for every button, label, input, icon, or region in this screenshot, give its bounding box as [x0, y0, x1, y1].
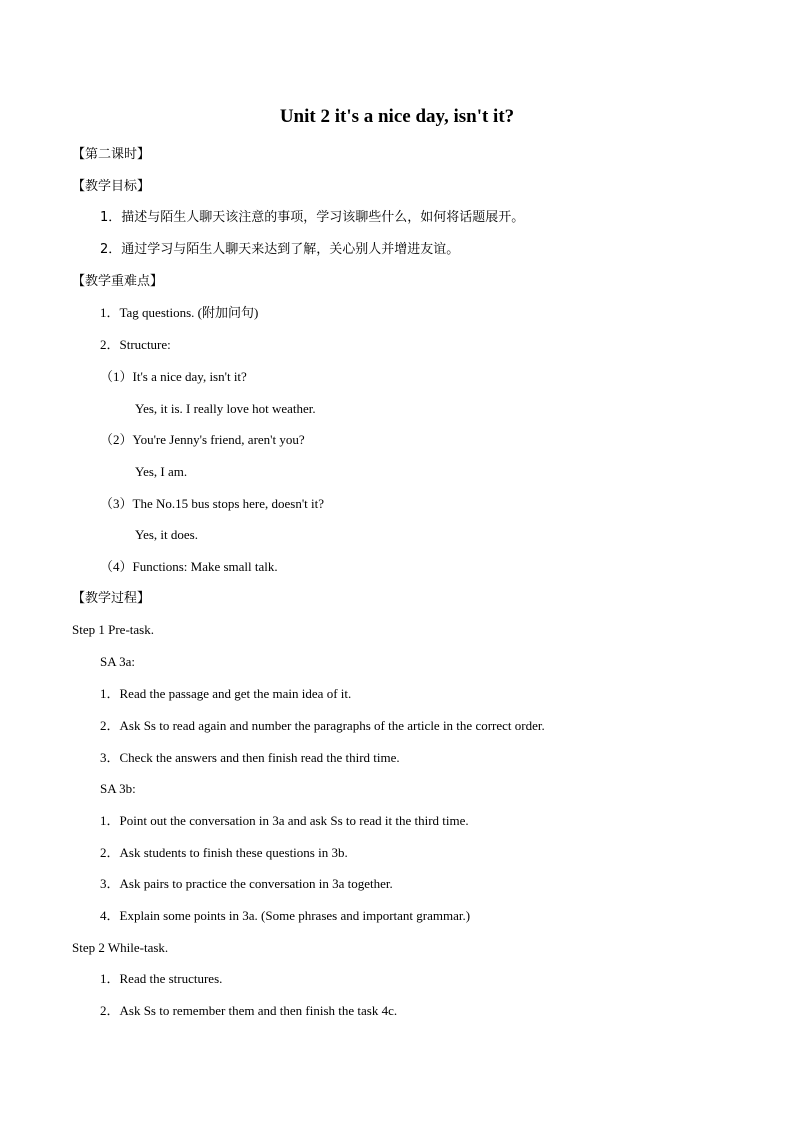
objective-item: 1．描述与陌生人聊天该注意的事项，学习该聊些什么，如何将话题展开。 [100, 210, 525, 225]
structure-answer: Yes, it is. I really love hot weather. [135, 401, 316, 416]
keypoint-item: 2．Structure: [100, 337, 171, 352]
process-heading: 【教学过程】 [72, 591, 151, 606]
sa3a-item: 1．Read the passage and get the main idea of it. [100, 686, 352, 701]
step2-item: 2．Ask Ss to remember them and then finish the task 4c. [100, 1003, 398, 1018]
keypoint-item: 1．Tag questions. (附加问句) [100, 305, 259, 320]
objectives-heading: 【教学目标】 [72, 179, 151, 194]
sa3b-label: SA 3b: [100, 781, 136, 796]
sa3b-item: 3．Ask pairs to practice the conversation in 3a together. [100, 876, 393, 891]
objective-item: 2．通过学习与陌生人聊天来达到了解，关心别人并增进友谊。 [100, 242, 460, 257]
structure-question: （1）It's a nice day, isn't it? [100, 369, 247, 384]
document-title: Unit 2 it's a nice day, isn't it? [279, 106, 515, 127]
sa3b-item: 1．Point out the conversation in 3a and ask Ss to read it the third time. [100, 813, 469, 828]
sa3a-label: SA 3a: [100, 654, 136, 669]
structure-question: （3）The No.15 bus stops here, doesn't it? [100, 496, 325, 511]
step2-item: 1．Read the structures. [100, 971, 223, 986]
keypoints-heading: 【教学重难点】 [72, 274, 164, 289]
sa3a-item: 3．Check the answers and then finish read the third time. [100, 750, 400, 765]
step-2-label: Step 2 While-task. [72, 940, 169, 955]
lesson-heading: 【第二课时】 [72, 147, 151, 162]
sa3a-item: 2．Ask Ss to read again and number the paragraphs of the article in the correct order. [100, 718, 545, 733]
sa3b-item: 4．Explain some points in 3a. (Some phrases and important grammar.) [100, 908, 471, 923]
structure-answer: Yes, it does. [135, 527, 198, 542]
functions-line: （4）Functions: Make small talk. [100, 559, 278, 574]
structure-answer: Yes, I am. [135, 464, 188, 479]
structure-question: （2）You're Jenny's friend, aren't you? [100, 432, 305, 447]
step-1-label: Step 1 Pre-task. [72, 622, 154, 637]
sa3b-item: 2．Ask students to finish these questions in 3b. [100, 845, 348, 860]
